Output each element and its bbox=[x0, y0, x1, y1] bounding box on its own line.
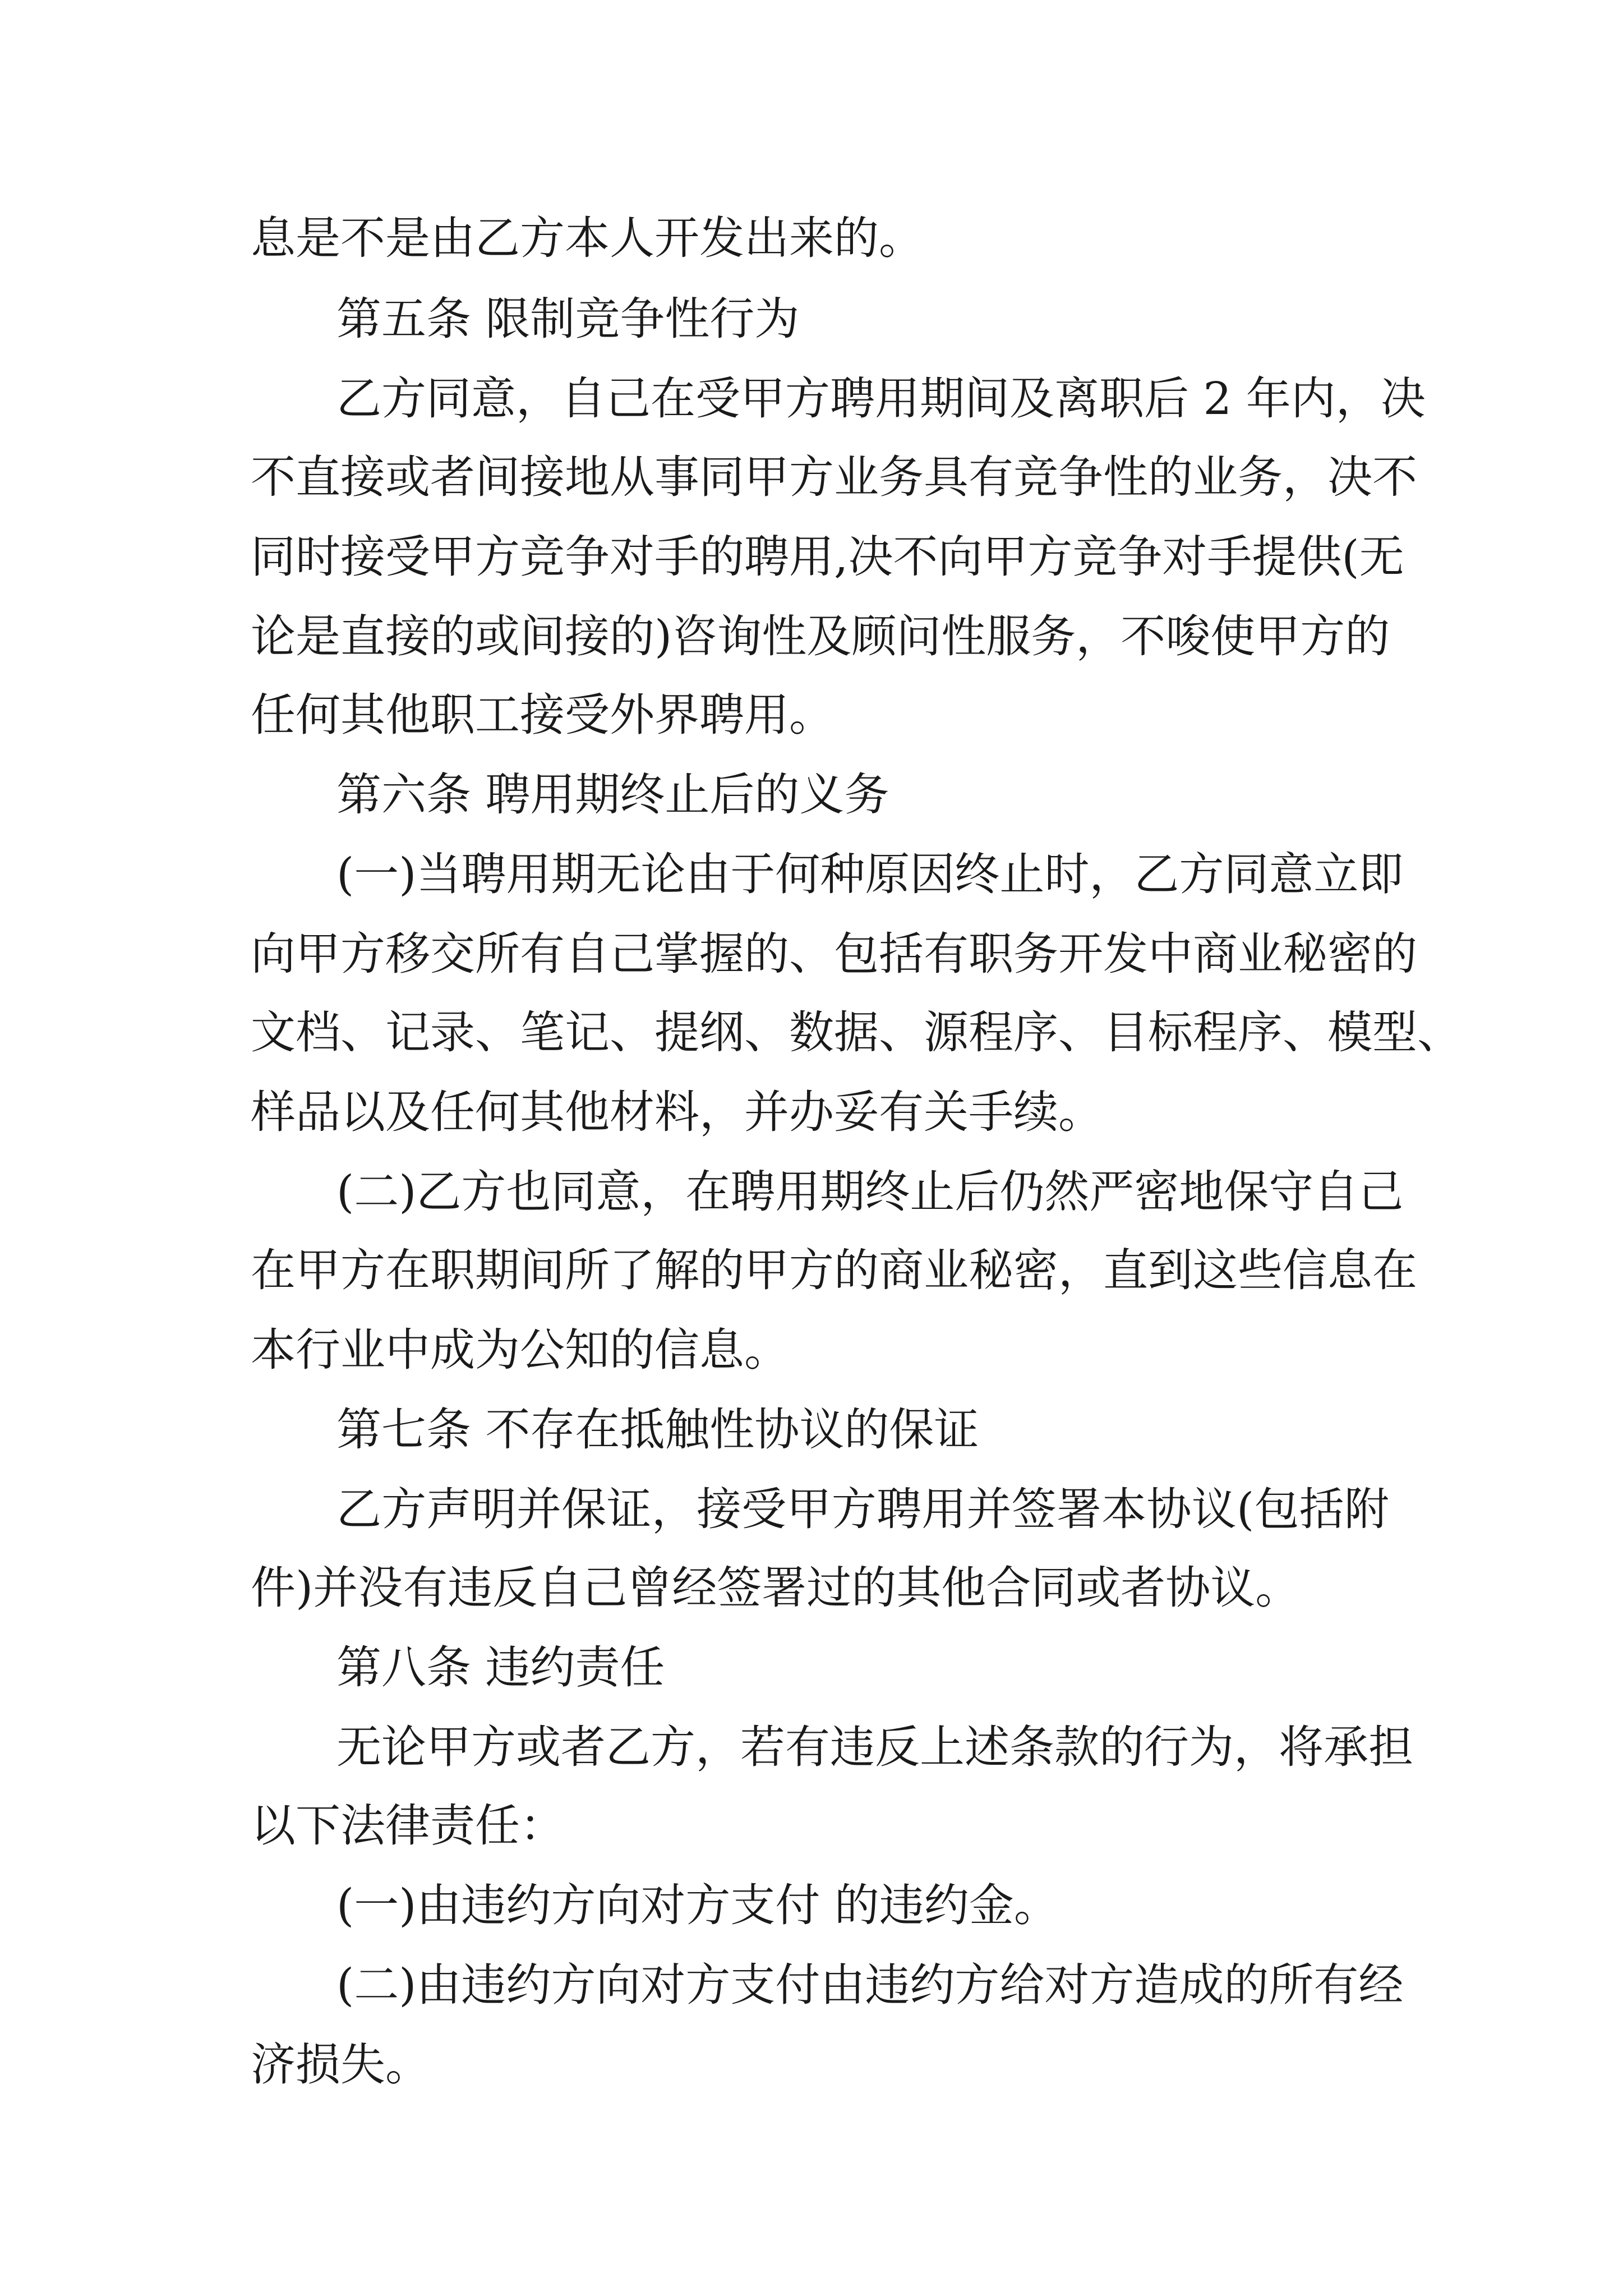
paragraph-line: (二)乙方也同意，在聘用期终止后仍然严密地保守自己 bbox=[336, 1166, 1404, 1218]
paragraph-line: 样品以及任何其他材料，并办妥有关手续。 bbox=[251, 1086, 1103, 1138]
article-heading: 第五条 限制竞争性行为 bbox=[336, 293, 800, 345]
paragraph-line: (一)由违约方向对方支付 的违约金。 bbox=[336, 1879, 1059, 1931]
paragraph-line: 息是不是由乙方本人开发出来的。 bbox=[251, 212, 924, 264]
paragraph-line: 同时接受甲方竞争对手的聘用,决不向甲方竞争对手提供(无 bbox=[251, 531, 1404, 583]
paragraph-line: 不直接或者间接地从事同甲方业务具有竞争性的业务，决不 bbox=[251, 451, 1417, 503]
paragraph-line: 在甲方在职期间所了解的甲方的商业秘密，直到这些信息在 bbox=[251, 1244, 1417, 1296]
paragraph-line: 文档、记录、笔记、提纲、数据、源程序、目标程序、模型、 bbox=[251, 1006, 1462, 1059]
article-heading: 第八条 违约责任 bbox=[336, 1641, 665, 1694]
article-heading: 第七条 不存在抵触性协议的保证 bbox=[336, 1404, 979, 1456]
paragraph-line: 济损失。 bbox=[251, 2039, 430, 2091]
paragraph-line: 向甲方移交所有自己掌握的、包括有职务开发中商业秘密的 bbox=[251, 928, 1417, 980]
paragraph-line: 任何其他职工接受外界聘用。 bbox=[251, 689, 834, 741]
paragraph-line: 以下法律责任： bbox=[251, 1800, 565, 1852]
paragraph-line: 论是直接的或间接的)咨询性及顾问性服务，不唆使甲方的 bbox=[251, 610, 1390, 662]
paragraph-line: 乙方同意，自己在受甲方聘用期间及离职后 2 年内，决 bbox=[336, 372, 1426, 425]
paragraph-line: (二)由违约方向对方支付由违约方给对方造成的所有经 bbox=[336, 1959, 1404, 2011]
paragraph-line: 无论甲方或者乙方，若有违反上述条款的行为，将承担 bbox=[336, 1721, 1413, 1773]
paragraph-line: 本行业中成为公知的信息。 bbox=[251, 1324, 789, 1376]
paragraph-line: 乙方声明并保证，接受甲方聘用并签署本协议(包括附 bbox=[336, 1483, 1389, 1535]
article-heading: 第六条 聘用期终止后的义务 bbox=[336, 769, 889, 821]
paragraph-line: 件)并没有违反自己曾经签署过的其他合同或者协议。 bbox=[251, 1562, 1301, 1614]
paragraph-line: (一)当聘用期无论由于何种原因终止时，乙方同意立即 bbox=[336, 848, 1404, 900]
